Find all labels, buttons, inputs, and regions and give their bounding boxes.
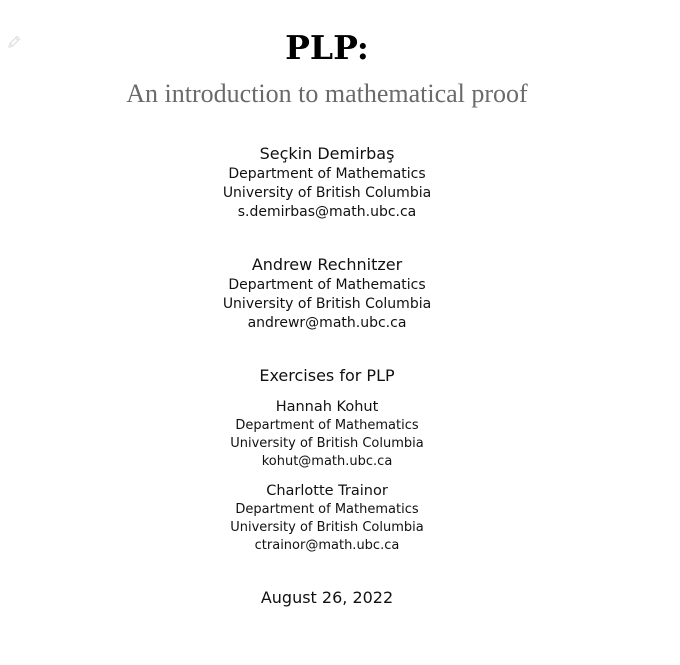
exercises-heading: Exercises for PLP xyxy=(259,366,395,385)
author-university: University of British Columbia xyxy=(222,296,432,312)
author-name: Andrew Rechnitzer xyxy=(251,255,403,274)
author-department: Department of Mathematics xyxy=(228,277,426,293)
contributor-name: Charlotte Trainor xyxy=(266,483,388,499)
author-university: University of British Columbia xyxy=(222,185,432,201)
book-title: PLP: xyxy=(285,28,369,67)
date-block xyxy=(0,587,654,609)
contributor-department: Department of Mathematics xyxy=(235,418,419,433)
contributor-block xyxy=(0,481,654,555)
author-name: Seçkin Demirbaş xyxy=(259,144,395,163)
contributor-university: University of British Columbia xyxy=(230,436,424,451)
contributor-block xyxy=(0,397,654,471)
author-block xyxy=(0,254,654,333)
contributor-university: University of British Columbia xyxy=(230,520,424,535)
contributor-email: kohut@math.ubc.ca xyxy=(261,454,393,469)
publication-date: August 26, 2022 xyxy=(260,588,394,607)
author-email: andrewr@math.ubc.ca xyxy=(247,315,407,331)
author-email: s.demirbas@math.ubc.ca xyxy=(237,204,417,220)
author-department: Department of Mathematics xyxy=(228,166,426,182)
contributor-email: ctrainor@math.ubc.ca xyxy=(254,538,400,553)
book-subtitle: An introduction to mathematical proof xyxy=(126,79,528,108)
contributor-name: Hannah Kohut xyxy=(275,399,379,415)
exercises-heading-block xyxy=(0,365,654,387)
author-block xyxy=(0,143,654,222)
contributor-department: Department of Mathematics xyxy=(235,502,419,517)
